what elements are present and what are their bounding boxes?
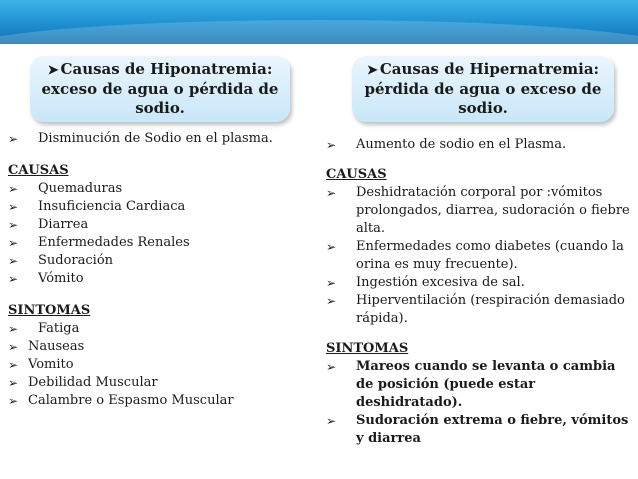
- causes-heading: CAUSAS: [326, 167, 387, 182]
- list-item-text: Fatiga: [38, 321, 80, 336]
- list-item-text: Insuficiencia Cardiaca: [38, 199, 186, 214]
- symptoms-heading: SINTOMAS: [8, 303, 91, 318]
- list-item: [8, 180, 308, 198]
- list-item-text: Hiperventilación (respiración demasiado rápida).: [356, 293, 625, 326]
- list-item: [326, 412, 632, 448]
- list-item: [8, 252, 308, 270]
- list-item: [8, 198, 308, 216]
- list-item-text: Quemaduras: [38, 181, 123, 196]
- arrow-bullet-icon: ➢: [8, 132, 19, 146]
- list-item-text: Calambre o Espasmo Muscular: [28, 393, 234, 408]
- arrow-bullet-icon: ➢: [326, 294, 337, 308]
- list-item-text: Enfermedades Renales: [38, 235, 190, 250]
- list-item-text: Deshidratación corporal por :vómitos prolongados, diarrea, sudoración o fiebre alta.: [356, 185, 630, 236]
- arrow-bullet-icon: ➢: [8, 376, 19, 390]
- arrow-bullet-icon: ➢: [326, 240, 337, 254]
- arrow-bullet-icon: ➢: [8, 322, 19, 336]
- title-hyponatremia-text: Causas de Hiponatremia: exceso de agua o pérdida de sodio.: [41, 60, 279, 117]
- hyponatremia-column: [8, 130, 308, 410]
- list-item-text: Debilidad Muscular: [28, 375, 158, 390]
- arrow-bullet-icon: ➢: [326, 276, 337, 290]
- header-sweep: [0, 20, 638, 44]
- arrow-bullet-icon: ➢: [8, 182, 19, 196]
- list-item: [8, 234, 308, 252]
- list-item: [8, 356, 308, 374]
- intro-item: [8, 130, 308, 148]
- list-item-text: Ingestión excesiva de sal.: [356, 275, 525, 290]
- list-item-text: Mareos cuando se levanta o cambia de posición (puede estar deshidratado).: [356, 359, 616, 410]
- list-item-text: Nauseas: [28, 339, 85, 354]
- hypernatremia-column: [326, 136, 632, 448]
- list-item: [8, 338, 308, 356]
- arrow-bullet-icon: ➢: [8, 218, 19, 232]
- checkmark-bullet-icon: ➤: [47, 63, 59, 78]
- list-item: [326, 358, 632, 412]
- title-hyponatremia: [30, 56, 290, 122]
- list-item-text: Sudoración extrema o fiebre, vómitos y diarrea: [356, 413, 629, 446]
- intro-item: [326, 136, 632, 154]
- causes-heading: CAUSAS: [8, 163, 69, 178]
- arrow-bullet-icon: ➢: [8, 394, 19, 408]
- list-item: [8, 270, 308, 288]
- list-item-text: Enfermedades como diabetes (cuando la orina es muy frecuente).: [356, 239, 624, 272]
- list-item: [8, 320, 308, 338]
- intro-text: Aumento de sodio en el Plasma.: [356, 137, 567, 152]
- arrow-bullet-icon: ➢: [326, 186, 337, 200]
- arrow-bullet-icon: ➢: [326, 360, 337, 374]
- list-item: [8, 216, 308, 234]
- arrow-bullet-icon: ➢: [8, 200, 19, 214]
- list-item-text: Vomito: [28, 357, 74, 372]
- list-item: [326, 238, 632, 274]
- arrow-bullet-icon: ➢: [8, 254, 19, 268]
- symptoms-heading: SINTOMAS: [326, 341, 409, 356]
- title-hypernatremia-text: Causas de Hipernatremia: pérdida de agua o exceso de sodio.: [364, 60, 602, 117]
- list-item-text: Sudoración: [38, 253, 114, 268]
- arrow-bullet-icon: ➢: [8, 272, 19, 286]
- list-item-text: Vómito: [38, 271, 84, 286]
- list-item: [326, 274, 632, 292]
- list-item: [326, 292, 632, 328]
- list-item: [8, 392, 308, 410]
- arrow-bullet-icon: ➢: [8, 236, 19, 250]
- list-item: [8, 374, 308, 392]
- arrow-bullet-icon: ➢: [326, 414, 337, 428]
- list-item: [326, 184, 632, 238]
- arrow-bullet-icon: ➢: [8, 358, 19, 372]
- arrow-bullet-icon: ➢: [8, 340, 19, 354]
- intro-text: Disminución de Sodio en el plasma.: [38, 131, 273, 146]
- checkmark-bullet-icon: ➤: [366, 63, 378, 78]
- title-hypernatremia: [352, 56, 614, 122]
- arrow-bullet-icon: ➢: [326, 138, 337, 152]
- list-item-text: Diarrea: [38, 217, 89, 232]
- header-bar: [0, 0, 638, 44]
